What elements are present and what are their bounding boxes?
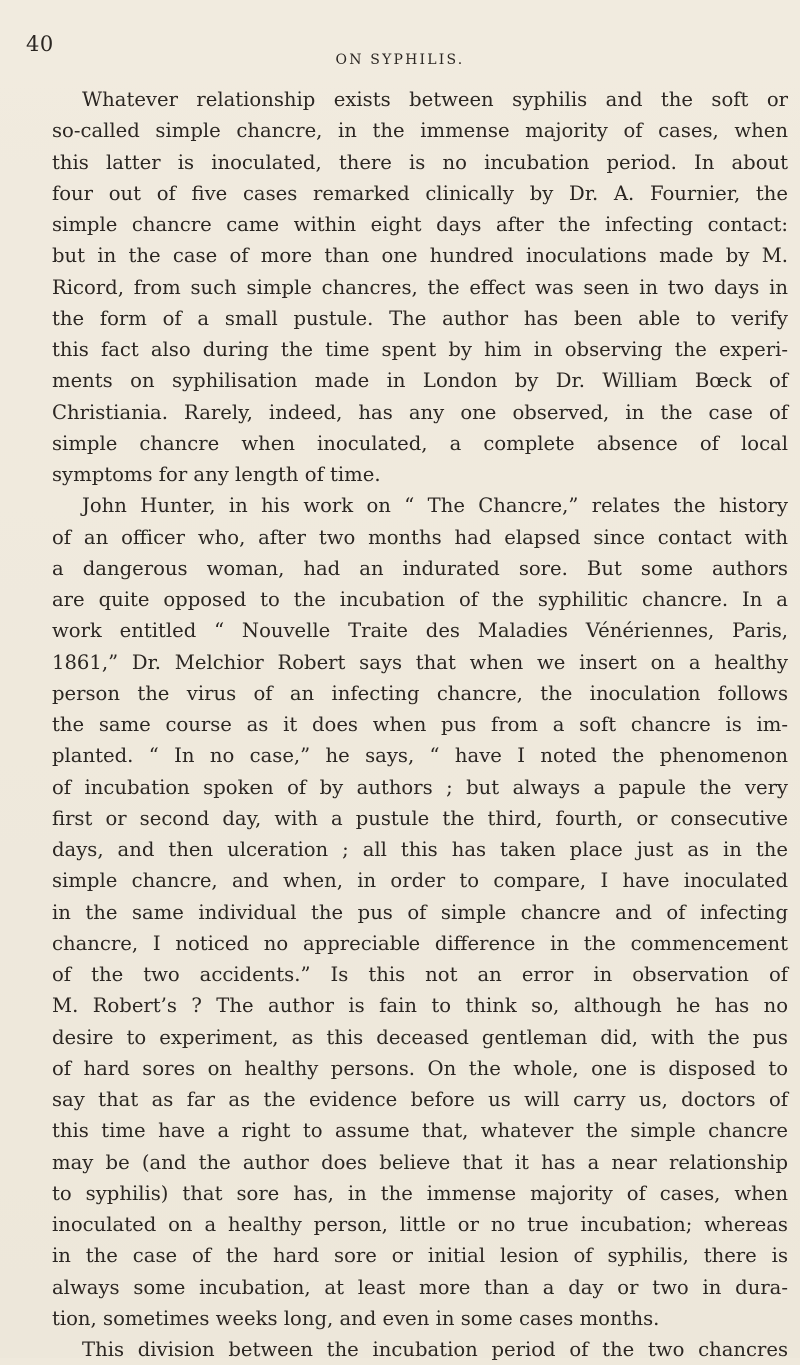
text-line: work entitled “ Nouvelle Traite des Maladies Vénériennes, Paris, <box>52 619 788 643</box>
text-line: Whatever relationship exists between syphilis and the soft or <box>82 88 788 111</box>
text-line: 1861,” Dr. Melchior Robert says that when we insert on a healthy <box>52 650 788 674</box>
text-line: of the two accidents.” Is this not an error in observation of <box>52 963 788 986</box>
page-number: 40 <box>26 32 54 56</box>
text-line: inoculated on a healthy person, little or no true incubation; whereas <box>52 1213 788 1236</box>
text-line: a dangerous woman, had an indurated sore. But some authors <box>52 556 788 580</box>
text-line: of incubation spoken of by authors ; but always a papule the very <box>52 775 788 799</box>
text-line: simple chancre came within eight days after the infecting contact: <box>52 213 788 236</box>
text-line: ments on syphilisation made in London by Dr. William Bœck of <box>52 369 788 393</box>
text-line: in the case of the hard sore or initial lesion of syphilis, there is <box>52 1244 788 1268</box>
text-line: four out of five cases remarked clinically by Dr. A. Fournier, the <box>52 181 788 205</box>
text-line: symptoms for any length of time. <box>52 463 381 486</box>
text-line: simple chancre when inoculated, a complete absence of local <box>52 431 788 455</box>
running-title: ON SYPHILIS. <box>335 52 465 68</box>
text-line: this time have a right to assume that, whatever the simple chancre <box>52 1119 788 1143</box>
text-line: the form of a small pustule. The author has been able to verify <box>52 306 788 330</box>
text-line: simple chancre, and when, in order to compare, I have inoculated <box>52 869 788 893</box>
text-line: first or second day, with a pustule the third, fourth, or consecutive <box>52 806 788 830</box>
text-line: person the virus of an infecting chancre, the inoculation follows <box>52 681 788 705</box>
text-line: This division between the incubation period of the two chancres <box>82 1338 788 1361</box>
text-line: tion, sometimes weeks long, and even in some cases months. <box>52 1306 660 1330</box>
text-line: but in the case of more than one hundred inoculations made by M. <box>52 244 788 268</box>
text-line: the same course as it does when pus from a soft chancre is im- <box>52 713 788 736</box>
text-line: may be (and the author does believe that it has a near relationship <box>52 1150 788 1174</box>
text-line: in the same individual the pus of simple chancre and of infecting <box>52 900 788 924</box>
text-line: M. Robert’s ? The author is fain to think so, although he has no <box>52 994 788 1018</box>
text-line: say that as far as the evidence before us will carry us, doctors of <box>52 1088 788 1111</box>
text-line: this latter is inoculated, there is no incubation period. In about <box>52 150 788 174</box>
text-line: planted. “ In no case,” he says, “ have I noted the phenomenon <box>52 744 788 768</box>
text-line: desire to experiment, as this deceased gentleman did, with the pus <box>52 1025 788 1049</box>
text-line: to syphilis) that sore has, in the immense majority of cases, when <box>52 1181 788 1205</box>
text-line: days, and then ulceration ; all this has taken place just as in the <box>52 838 788 861</box>
text-line: this fact also during the time spent by him in observing the experi- <box>52 338 788 361</box>
text-line: always some incubation, at least more than a day or two in dura- <box>52 1275 788 1299</box>
text-line: so-called simple chancre, in the immense majority of cases, when <box>52 119 788 143</box>
text-line: are quite opposed to the incubation of the syphilitic chancre. In a <box>52 588 788 611</box>
text-line: chancre, I noticed no appreciable difference in the commencement <box>52 931 788 955</box>
text-line: of an officer who, after two months had elapsed since contact with <box>52 525 788 549</box>
text-line: Christiania. Rarely, indeed, has any one observed, in the case of <box>52 400 788 424</box>
text-line: John Hunter, in his work on “ The Chancre,” relates the history <box>82 494 788 518</box>
body-text <box>52 84 788 1365</box>
text-line: of hard sores on healthy persons. On the whole, one is disposed to <box>52 1056 788 1080</box>
text-line: Ricord, from such simple chancres, the effect was seen in two days in <box>52 275 788 299</box>
